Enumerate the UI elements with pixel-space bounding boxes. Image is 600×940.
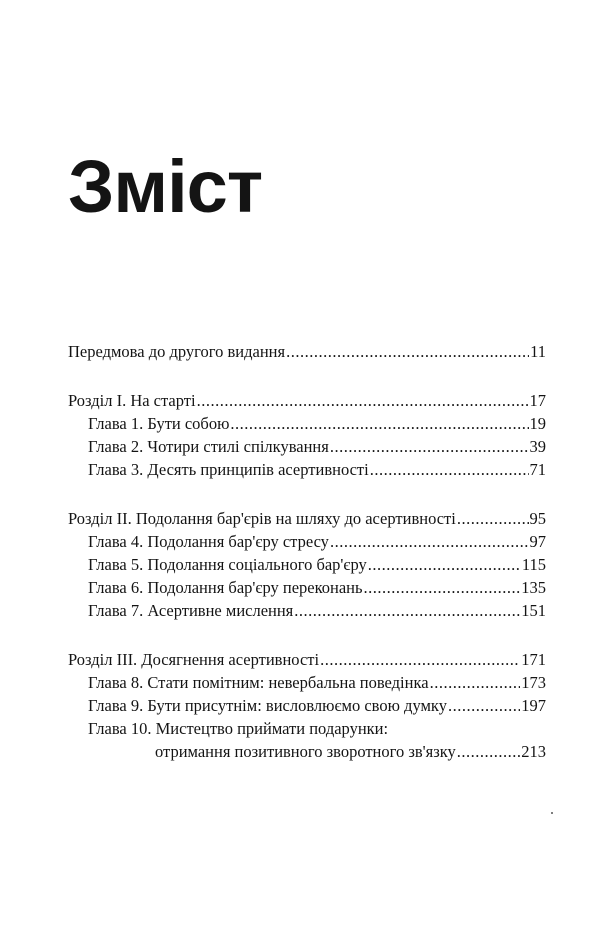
page-title: Зміст bbox=[68, 145, 263, 228]
dot-leader bbox=[230, 412, 528, 435]
toc-entry-chapter-2[interactable] bbox=[68, 435, 546, 458]
scan-speck bbox=[551, 812, 553, 814]
dot-leader bbox=[457, 507, 529, 530]
toc-page-number: 17 bbox=[529, 391, 546, 410]
toc-entry-title: Глава 4. Подолання бар'єру стресу bbox=[88, 532, 329, 551]
toc-part-1-group bbox=[68, 389, 546, 481]
dot-leader bbox=[368, 553, 521, 576]
toc-part-3-group bbox=[68, 648, 546, 763]
toc-entry-chapter-7[interactable] bbox=[68, 599, 546, 622]
dot-leader bbox=[320, 648, 520, 671]
toc-page-number: 173 bbox=[521, 673, 546, 692]
toc-part-2-group bbox=[68, 507, 546, 622]
dot-leader bbox=[286, 340, 529, 363]
toc-entry-title: Глава 7. Асертивне мислення bbox=[88, 601, 294, 620]
toc-page-number: 97 bbox=[529, 532, 546, 551]
toc-page-number: 115 bbox=[521, 555, 546, 574]
toc-entry-title: Глава 1. Бути собою bbox=[88, 414, 230, 433]
toc-entry-chapter-5[interactable] bbox=[68, 553, 546, 576]
toc-entry-title: Розділ ІІІ. Досягнення асертивності bbox=[68, 650, 320, 669]
toc-page-number: 213 bbox=[521, 742, 546, 761]
toc-entry-title: Глава 6. Подолання бар'єру переконань bbox=[88, 578, 363, 597]
toc-page-number: 135 bbox=[521, 578, 546, 597]
toc-entry-chapter-3[interactable] bbox=[68, 458, 546, 481]
dot-leader bbox=[364, 576, 521, 599]
toc-entry-title: Розділ ІІ. Подолання бар'єрів на шляху до асертивності bbox=[68, 509, 456, 528]
toc-entry-chapter-4[interactable] bbox=[68, 530, 546, 553]
dot-leader bbox=[330, 530, 529, 553]
toc-entry-part-1[interactable] bbox=[68, 389, 546, 412]
toc-page-number: 11 bbox=[530, 342, 546, 361]
toc-page-number: 95 bbox=[529, 509, 546, 528]
toc-page-number: 151 bbox=[521, 601, 546, 620]
toc-page-number: 171 bbox=[521, 650, 546, 669]
toc-entry-chapter-6[interactable] bbox=[68, 576, 546, 599]
toc-entry-title: Розділ І. На старті bbox=[68, 391, 196, 410]
toc-page-number: 197 bbox=[521, 696, 546, 715]
toc-entry-part-2[interactable] bbox=[68, 507, 546, 530]
toc-entry-title: Передмова до другого видання bbox=[68, 342, 286, 361]
toc-entry-title: Глава 2. Чотири стилі спілкування bbox=[88, 437, 329, 456]
table-of-contents bbox=[68, 340, 546, 789]
toc-page-number: 19 bbox=[529, 414, 546, 433]
toc-page-number: 71 bbox=[529, 460, 546, 479]
toc-entry-title: Глава 5. Подолання соціального бар'єру bbox=[88, 555, 367, 574]
dot-leader bbox=[330, 435, 529, 458]
toc-entry-title: Глава 9. Бути присутнім: висловлюємо свою думку bbox=[88, 696, 447, 715]
toc-entry-chapter-1[interactable] bbox=[68, 412, 546, 435]
toc-entry-chapter-10-title[interactable]: Глава 10. Мистецтво приймати подарунки: bbox=[88, 719, 389, 738]
toc-entry-part-3[interactable] bbox=[68, 648, 546, 671]
dot-leader bbox=[370, 458, 529, 481]
toc-entry-title-continuation: отримання позитивного зворотного зв'язку bbox=[155, 742, 456, 761]
dot-leader bbox=[457, 740, 520, 763]
dot-leader bbox=[430, 671, 521, 694]
toc-entry-chapter-8[interactable] bbox=[68, 671, 546, 694]
dot-leader bbox=[294, 599, 520, 622]
toc-entry-title: Глава 3. Десять принципів асертивності bbox=[88, 460, 369, 479]
toc-page-number: 39 bbox=[529, 437, 546, 456]
toc-entry-preface[interactable] bbox=[68, 340, 546, 363]
toc-entry-title: Глава 8. Стати помітним: невербальна поведінка bbox=[88, 673, 429, 692]
dot-leader bbox=[448, 694, 520, 717]
toc-entry-chapter-10[interactable] bbox=[68, 740, 546, 763]
toc-entry-chapter-9[interactable] bbox=[68, 694, 546, 717]
dot-leader bbox=[197, 389, 529, 412]
toc-preface-group bbox=[68, 340, 546, 363]
